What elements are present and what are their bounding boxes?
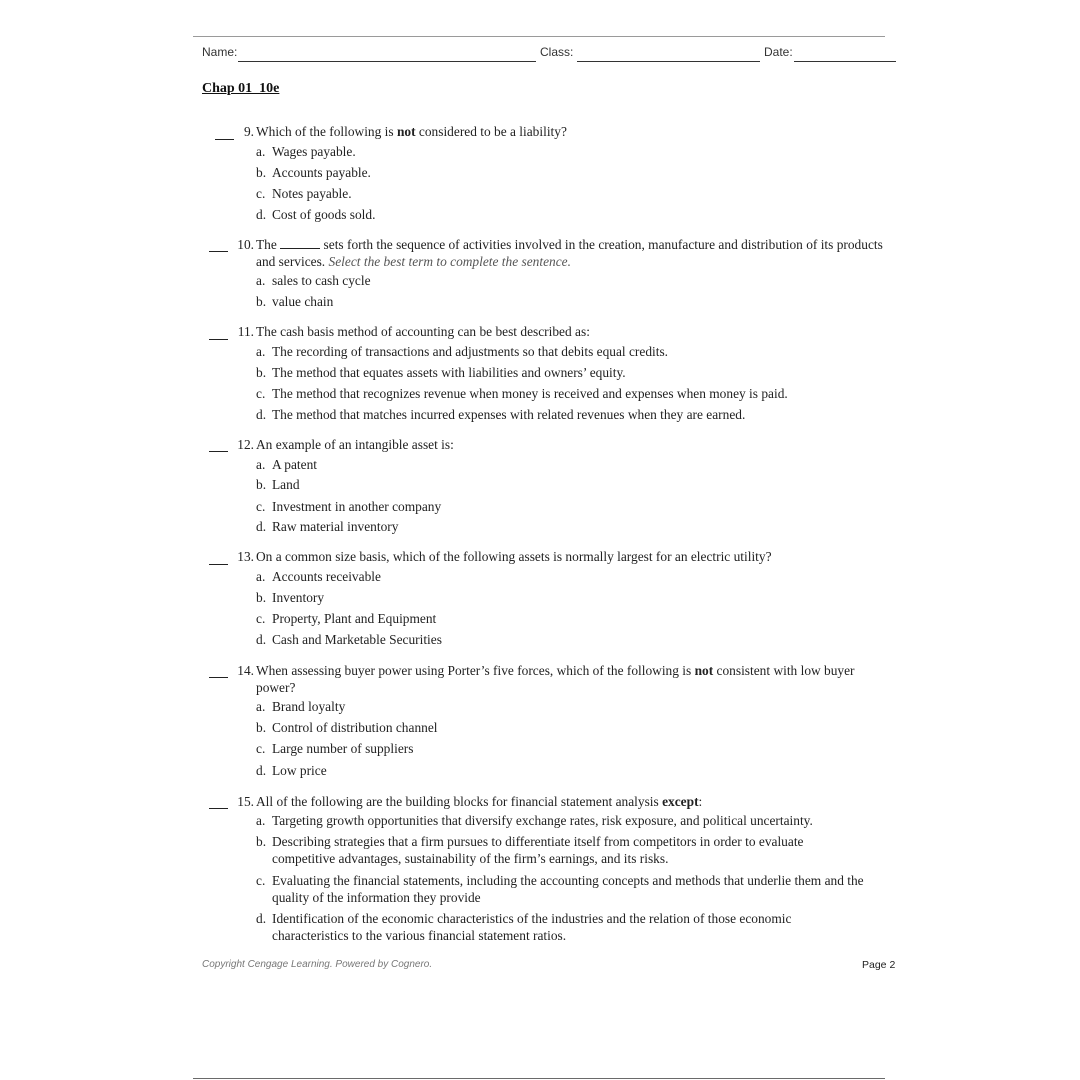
option-a[interactable]: a. sales to cash cycle: [256, 273, 371, 288]
question-text: On a common size basis, which of the following assets is normally largest for an electric utility?: [256, 549, 772, 564]
option-a[interactable]: a. The recording of transactions and adjustments so that debits equal credits.: [256, 344, 669, 359]
option-b[interactable]: b. The method that equates assets with liabilities and owners’ equity.: [256, 365, 626, 380]
page-number: Page 2: [862, 959, 896, 971]
question-text: The cash basis method of accounting can be best described as:: [256, 324, 590, 339]
sentence-blank: [280, 236, 320, 249]
option-c[interactable]: c. Notes payable.: [256, 186, 352, 201]
option-c[interactable]: c. Investment in another company: [256, 499, 442, 514]
copyright-notice: Copyright Cengage Learning. Powered by Cognero.: [202, 959, 433, 970]
option-d[interactable]: d. Identification of the economic characteristics of the industries and the relation of those economic characteristics to the various financial statement ratios.: [256, 911, 792, 943]
answer-blank[interactable]: [209, 251, 228, 252]
class-label: Class:: [540, 45, 574, 59]
question-text: The sets forth the sequence of activities involved in the creation, manufacture and distribution of its products and services. Select the best term to complete the sentence.: [256, 237, 883, 269]
option-d[interactable]: d. Cash and Marketable Securities: [256, 632, 442, 647]
option-d[interactable]: d. Raw material inventory: [256, 519, 399, 534]
option-b[interactable]: b. Describing strategies that a firm pursues to differentiate itself from competitors in order to evaluate competitive advantages, sustainability of the firm’s earnings, and its risks.: [256, 834, 804, 866]
option-b[interactable]: b. value chain: [256, 294, 334, 309]
option-a[interactable]: a. Wages payable.: [256, 144, 356, 159]
question-number: 10.: [237, 237, 254, 252]
answer-blank[interactable]: [215, 139, 234, 140]
question-number: 14.: [237, 663, 254, 678]
option-c[interactable]: c. Large number of suppliers: [256, 741, 414, 756]
chapter-title: Chap 01_10e: [202, 81, 280, 96]
question-text: An example of an intangible asset is:: [256, 437, 454, 452]
question-number: 15.: [237, 794, 254, 809]
option-a[interactable]: a. Accounts receivable: [256, 569, 381, 584]
date-field[interactable]: [794, 61, 896, 62]
answer-blank[interactable]: [209, 808, 228, 809]
answer-blank[interactable]: [209, 677, 228, 678]
option-b[interactable]: b. Control of distribution channel: [256, 720, 438, 735]
date-label: Date:: [764, 45, 793, 59]
question-hint: Select the best term to complete the sentence.: [328, 254, 571, 269]
question-text: When assessing buyer power using Porter’s five forces, which of the following is not consistent with low buyer power?: [256, 663, 855, 695]
question-number: 13.: [237, 549, 254, 564]
name-field[interactable]: [238, 61, 536, 62]
option-d[interactable]: d. Low price: [256, 763, 327, 778]
question-number: 12.: [237, 437, 254, 452]
answer-blank[interactable]: [209, 339, 228, 340]
question-text: Which of the following is not considered to be a liability?: [256, 124, 567, 139]
option-c[interactable]: c. The method that recognizes revenue when money is received and expenses when money is paid.: [256, 386, 788, 401]
name-label: Name:: [202, 45, 238, 59]
option-a[interactable]: a. A patent: [256, 457, 317, 472]
header-fields: [202, 45, 896, 63]
top-rule: [193, 36, 885, 37]
bottom-rule: [193, 1078, 885, 1079]
question-number: 9.: [243, 124, 254, 139]
option-d[interactable]: d. The method that matches incurred expenses with related revenues when they are earned.: [256, 407, 746, 422]
option-c[interactable]: c. Evaluating the financial statements, including the accounting concepts and methods that underlie them and the quality of the information they provide: [256, 873, 864, 905]
question-number: 11.: [237, 324, 254, 339]
class-field[interactable]: [577, 61, 760, 62]
option-c[interactable]: c. Property, Plant and Equipment: [256, 611, 437, 626]
option-a[interactable]: a. Targeting growth opportunities that diversify exchange rates, risk exposure, and political uncertainty.: [256, 813, 813, 828]
answer-blank[interactable]: [209, 451, 228, 452]
option-b[interactable]: b. Inventory: [256, 590, 325, 605]
answer-blank[interactable]: [209, 564, 228, 565]
question-text: All of the following are the building blocks for financial statement analysis except:: [256, 794, 703, 809]
option-b[interactable]: b. Land: [256, 477, 300, 492]
option-b[interactable]: b. Accounts payable.: [256, 165, 371, 180]
option-a[interactable]: a. Brand loyalty: [256, 699, 346, 714]
option-d[interactable]: d. Cost of goods sold.: [256, 207, 376, 222]
